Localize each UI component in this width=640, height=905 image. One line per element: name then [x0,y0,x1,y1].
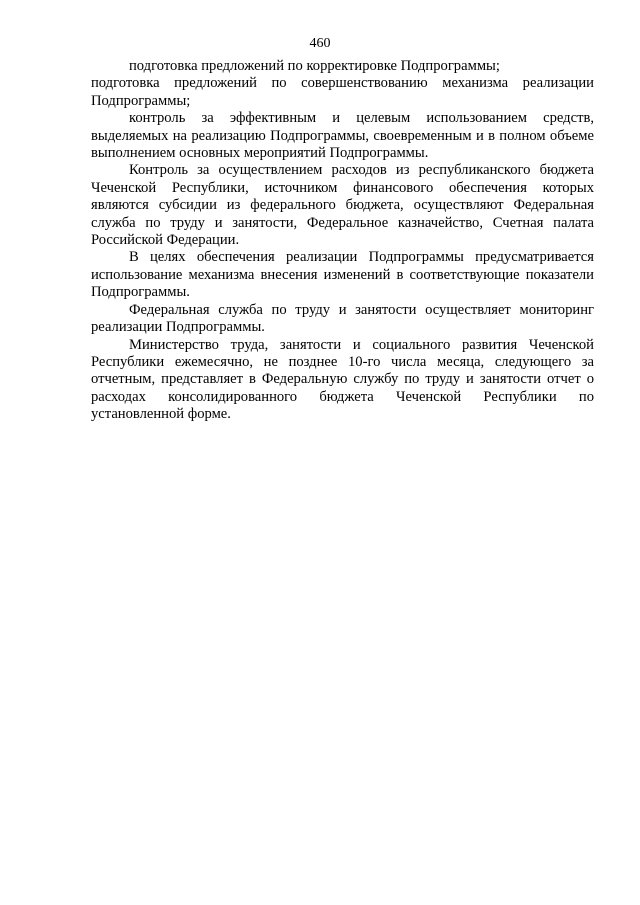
paragraph-ministry-report: Министерство труда, занятости и социального развития Чеченской Республики ежемесячно, не позднее 10-го числа месяца, следующего за отчетным, представляет в Федеральную службу по труду и занятости отчет о расходах консолидированного бюджета Чеченской Республики по установленной форме. [91,336,594,423]
paragraph-monitoring: Федеральная служба по труду и занятости осуществляет мониторинг реализации Подпрограммы. [91,301,594,336]
paragraph-control-funds: контроль за эффективным и целевым использованием средств, выделяемых на реализацию Подпрограммы, своевременным и в полном объеме выполнением основных мероприятий Подпрограммы. [91,110,594,162]
paragraph-proposals-improvement: подготовка предложений по совершенствованию механизма реализации Подпрограммы; [91,75,594,109]
page-number: 460 [309,36,331,51]
paragraph-proposals-correction: подготовка предложений по корректировке Подпрограммы; [129,58,500,74]
paragraph-control-expenses: Контроль за осуществлением расходов из республиканского бюджета Чеченской Республики, источником финансового обеспечения которых являются субсидии из федерального бюджета, осуществляют Федеральная служба по труду и занятости, Федеральное казначейство, Счетная палата Российской Федерации. [91,162,594,249]
paragraph-implementation-mechanism: В целях обеспечения реализации Подпрограммы предусматривается использование механизма внесения изменений в соответствующие показатели Подпрограммы. [91,249,594,301]
document-body [91,58,594,424]
